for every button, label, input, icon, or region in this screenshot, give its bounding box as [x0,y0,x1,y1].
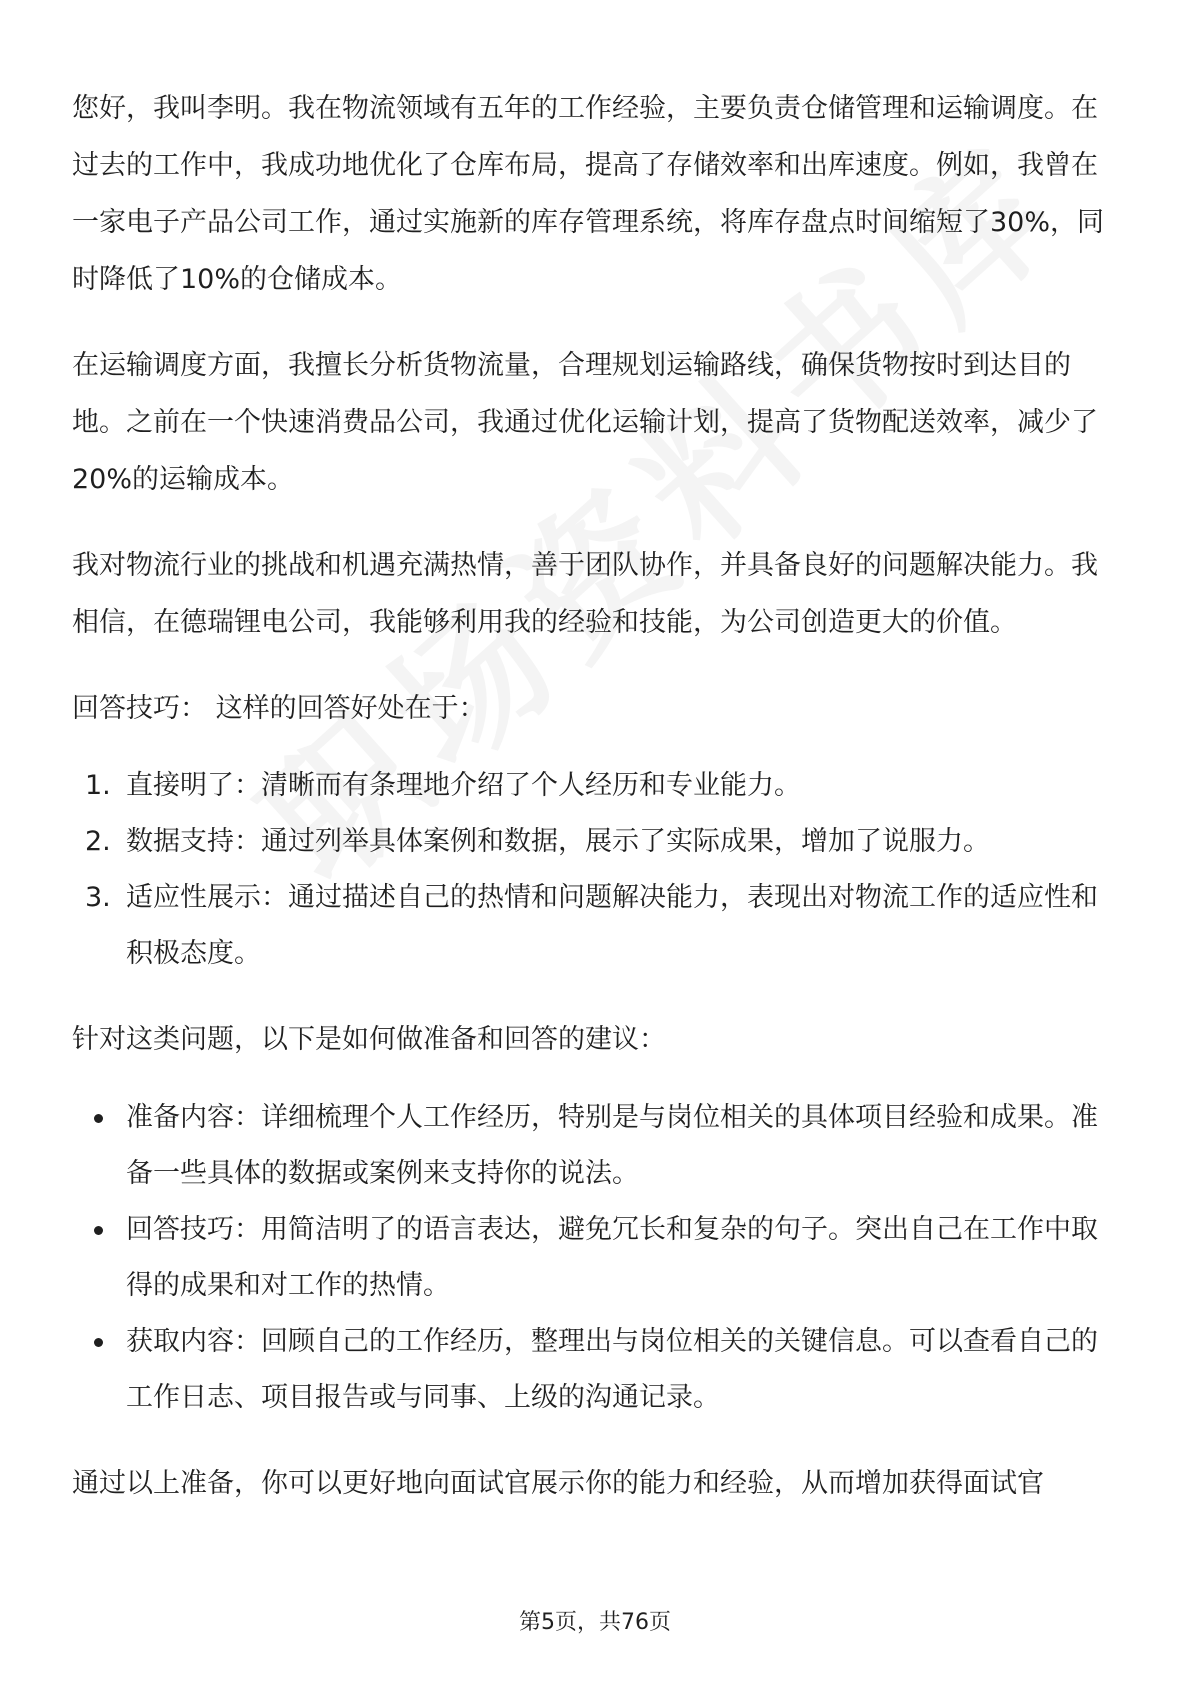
document-body [72,80,1117,1512]
bullet-icon [94,1114,103,1123]
paragraph-conclusion: 通过以上准备，你可以更好地向面试官展示你的能力和经验，从而增加获得面试官 [72,1468,1044,1499]
list-number: 3. [85,882,111,913]
advice-list [72,1090,1117,1426]
bullet-icon [94,1338,103,1347]
list-item [72,758,1117,814]
paragraph-passion: 我对物流行业的挑战和机遇充满热情，善于团队协作，并具备良好的问题解决能力。我相信，在德瑞锂电公司，我能够利用我的经验和技能，为公司创造更大的价值。 [72,550,1098,638]
list-item [72,1314,1117,1426]
list-item-text: 准备内容：详细梳理个人工作经历，特别是与岗位相关的具体项目经验和成果。准备一些具体的数据或案例来支持你的说法。 [126,1102,1098,1189]
list-item-text: 数据支持：通过列举具体案例和数据，展示了实际成果，增加了说服力。 [126,826,990,857]
list-item-text: 获取内容：回顾自己的工作经历，整理出与岗位相关的关键信息。可以查看自己的工作日志、项目报告或与同事、上级的沟通记录。 [126,1326,1098,1413]
paragraph-advice-heading: 针对这类问题，以下是如何做准备和回答的建议： [72,1024,666,1055]
bullet-icon [94,1226,103,1235]
list-item [72,870,1117,982]
paragraph-self-intro: 您好，我叫李明。我在物流领域有五年的工作经验，主要负责仓储管理和运输调度。在过去的工作中，我成功地优化了仓库布局，提高了存储效率和出库速度。例如，我曾在一家电子产品公司工作，通过实施新的库存管理系统，将库存盘点时间缩短了30%，同时降低了10%的仓储成本。 [72,93,1105,295]
page-number: 第5页，共76页 [519,1610,671,1635]
paragraph-answer-tips-heading: 回答技巧： 这样的回答好处在于： [72,693,486,724]
list-item [72,1202,1117,1314]
list-item [72,1090,1117,1202]
list-item-text: 直接明了：清晰而有条理地介绍了个人经历和专业能力。 [126,770,801,801]
list-item [72,814,1117,870]
list-number: 1. [85,770,111,801]
paragraph-transport: 在运输调度方面，我擅长分析货物流量，合理规划运输路线，确保货物按时到达目的地。之前在一个快速消费品公司，我通过优化运输计划，提高了货物配送效率，减少了20%的运输成本。 [72,350,1098,495]
list-item-text: 回答技巧：用简洁明了的语言表达，避免冗长和复杂的句子。突出自己在工作中取得的成果和对工作的热情。 [126,1214,1098,1301]
answer-benefits-list [72,758,1117,982]
list-item-text: 适应性展示：通过描述自己的热情和问题解决能力，表现出对物流工作的适应性和积极态度。 [126,882,1098,969]
list-number: 2. [85,826,111,857]
